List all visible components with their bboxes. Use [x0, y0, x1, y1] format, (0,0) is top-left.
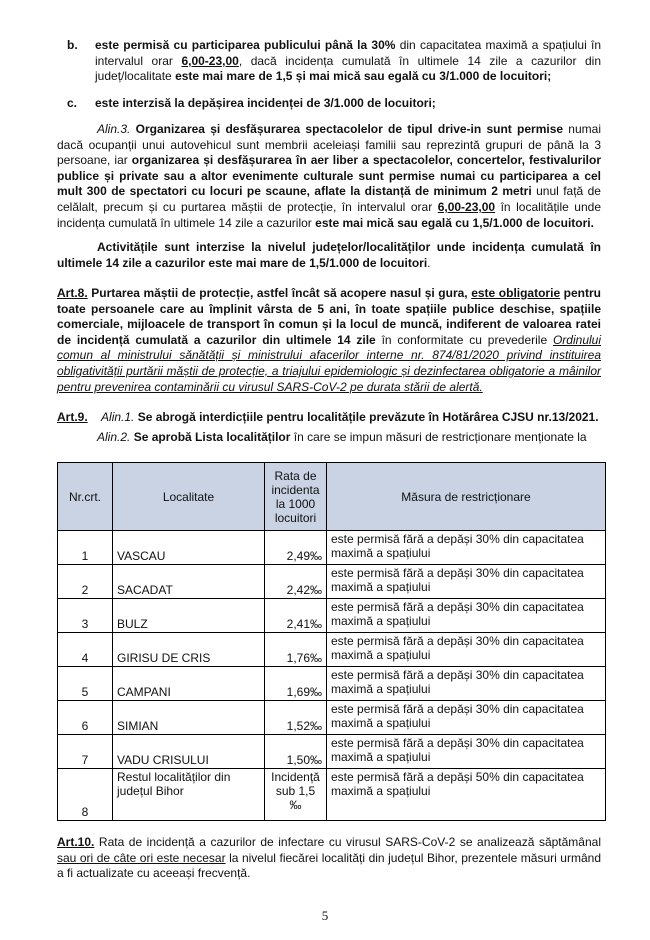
cell-nr: 4	[58, 633, 113, 667]
cell-localitate: GIRISU DE CRIS	[113, 633, 265, 667]
cell-localitate: VADU CRISULUI	[113, 735, 265, 769]
item-c-text: este interzisă la depășirea incidenței de 3/1.000 de locuitori;	[95, 96, 436, 110]
item-b-label: b.	[67, 38, 78, 52]
art9-label: Art.9.	[57, 410, 88, 424]
cell-rate: 2,49‰	[265, 531, 327, 565]
activitati-paragraph: Activitățile sunt interzise la nivelul județelor/localităților unde incidența cumulată în ultimele 14 zile a cazurilor este mai mare de 1,5/1.000 de locuitori.	[57, 240, 601, 270]
cell-nr: 5	[58, 667, 113, 701]
table-row	[58, 599, 606, 633]
art8-paragraph: Art.8. Purtarea măștii de protecție, astfel încât să acopere nasul și gura, este obligatorie pentru toate persoanele care au împlinit vârsta de 5 ani, în toate spațiile publice deschise, spațiile comerciale, mijloacele de transport în comun și la locul de muncă, indiferent de valoarea ratei de incidență cumulată a cazurilor din ultimele 14 zile în conformitate cu prevederile Ordinului comun al ministrului sănătății și ministrului afacerilor interne nr. 874/81/2020 privind instituirea obligativității purtării măștii de protecție, a triajului epidemiologic și dezinfectarea obligatorie a mâinilor pentru prevenirea contaminării cu virusul SARS-CoV-2 pe durata stării de alertă.	[57, 286, 602, 394]
alin3-paragraph: Alin.3. Organizarea și desfășurarea spectacolelor de tipul drive-in sunt permise numai dacă ocupanții unui autovehicul sunt membrii aceleiași familii sau reprezintă grupuri de până la 3 persoane, iar organizarea și desfășurarea în aer liber a spectacolelor, concertelor, festivalurilor publice și private sau a altor evenimente culturale sunt permise numai cu participarea a cel mult 300 de spectatori cu locuri pe scaune, aflate la distanță de minimum 2 metri unul față de celălalt, precum și cu purtarea măștii de protecție, în intervalul orar 6,00-23,00 în localitățile unde incidența cumulată în ultimele 14 zile a cazurilor este mai mică sau egală cu 1,5/1.000 de locuitori.	[57, 122, 602, 230]
header-rate: Rata de incidenta la 1000 locuitori	[265, 463, 327, 531]
cell-nr: 6	[58, 701, 113, 735]
cell-rate: 1,69‰	[265, 667, 327, 701]
art10-paragraph: Art.10. Rata de incidență a cazurilor de infectare cu virusul SARS-CoV-2 se analizează săptămânal sau ori de câte ori este necesar la nivelul fiecărei localități din județul Bihor, prezentele măsuri urmând a fi actualizate cu aceeași frecvență.	[57, 835, 601, 881]
art10-label: Art.10.	[57, 835, 95, 849]
header-localitate: Localitate	[113, 463, 265, 531]
cell-rate: 1,52‰	[265, 701, 327, 735]
cell-localitate: SIMIAN	[113, 701, 265, 735]
table-row	[58, 769, 606, 821]
table-row	[58, 701, 606, 735]
table-row	[58, 531, 606, 565]
table-row	[58, 735, 606, 769]
art9-alin2: Alin.2. Se aprobă Lista localităților în care se impun măsuri de restricționare menționate la	[97, 430, 587, 444]
cell-masura: este permisă fără a depăși 30% din capacitatea maximă a spațiului	[327, 599, 606, 633]
restrictions-table	[57, 462, 606, 821]
header-nr: Nr.crt.	[58, 463, 113, 531]
cell-masura: este permisă fără a depăși 30% din capacitatea maximă a spațiului	[327, 735, 606, 769]
cell-localitate: Restul localităților din județul Bihor	[113, 769, 265, 821]
page-number: 5	[321, 908, 329, 923]
cell-nr: 3	[58, 599, 113, 633]
art9-alin1: Art.9. Alin.1. Se abrogă interdicțiile pentru localitățile prevăzute în Hotărârea CJSU nr.13/2021.	[57, 410, 599, 424]
cell-localitate: VASCAU	[113, 531, 265, 565]
cell-rate: Incidență sub 1,5 ‰	[265, 769, 327, 821]
cell-rate: 1,50‰	[265, 735, 327, 769]
cell-masura: este permisă fără a depăși 30% din capacitatea maximă a spațiului	[327, 565, 606, 599]
cell-masura: este permisă fără a depăși 30% din capacitatea maximă a spațiului	[327, 701, 606, 735]
cell-masura: este permisă fără a depăși 30% din capacitatea maximă a spațiului	[327, 667, 606, 701]
header-masura: Măsura de restricționare	[327, 463, 606, 531]
cell-rate: 2,42‰	[265, 565, 327, 599]
cell-masura: este permisă fără a depăși 30% din capacitatea maximă a spațiului	[327, 531, 606, 565]
cell-localitate: SACADAT	[113, 565, 265, 599]
cell-rate: 1,76‰	[265, 633, 327, 667]
cell-masura: este permisă fără a depăși 50% din capacitatea maximă a spațiului	[327, 769, 606, 821]
art8-label: Art.8.	[57, 286, 88, 300]
cell-rate: 2,41‰	[265, 599, 327, 633]
table-row	[58, 565, 606, 599]
cell-nr: 7	[58, 735, 113, 769]
cell-nr: 2	[58, 565, 113, 599]
cell-nr: 1	[58, 531, 113, 565]
cell-masura: este permisă fără a depăși 30% din capacitatea maximă a spațiului	[327, 633, 606, 667]
item-c-label: c.	[67, 96, 78, 110]
item-b-text: este permisă cu participarea publicului până la 30% din capacitatea maximă a spațiului în intervalul orar 6,00-23,00, dacă incidența cumulată în ultimele 14 zile a cazurilor din județ/localitate este mai mare de 1,5 și mai mică sau egală cu 3/1.000 de locuitori;	[95, 38, 601, 84]
table-row	[58, 633, 606, 667]
table-row	[58, 667, 606, 701]
cell-localitate: CAMPANI	[113, 667, 265, 701]
cell-nr: 8	[58, 769, 113, 821]
cell-localitate: BULZ	[113, 599, 265, 633]
